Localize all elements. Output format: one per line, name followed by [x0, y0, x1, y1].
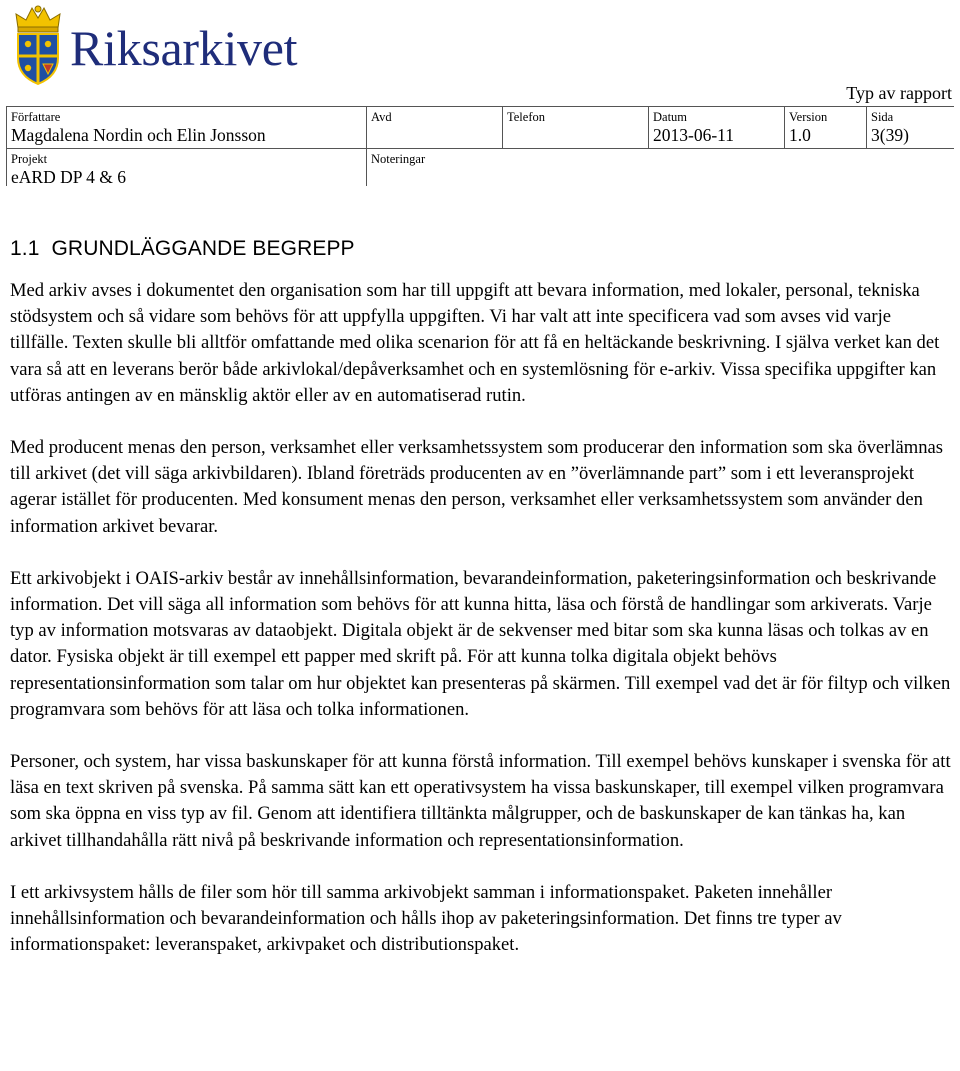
section-heading [10, 236, 952, 278]
project-cell [6, 148, 366, 186]
version-value: 1.0 [789, 125, 811, 145]
paragraph-arkiv: Med arkiv avses i dokumentet den organisation som har till uppgift att bevara information, med lokaler, personal, tekniska stödsystem och så vidare som behövs för att uppfylla uppgiften. Vi har valt att inte specificera vad som avses vid varje tillfälle. Texten skulle bli alltför omfattande med olika scenarion för att få en heltäckande beskrivning. I själva verket kan det vara så att en leverans berör både arkivlokal/depåverksamhet och en systemlösning för e-arkiv. Vissa specifika uppgifter kan utföras antingen av en mänsklig aktör eller av en automatiserad rutin. [10, 280, 940, 406]
author-cell [6, 106, 366, 148]
date-cell [648, 106, 784, 148]
project-value: eARD DP 4 & 6 [11, 167, 127, 187]
document-body [10, 236, 952, 984]
phone-cell [502, 106, 648, 148]
paragraph-baskunskaper: Personer, och system, har vissa baskunskaper för att kunna förstå information. Till exempel behövs kunskaper i svenska för att läsa en text skriven på svenska. På samma sätt kan ett operativsystem ha vissa baskunskaper, till exempel vilken programvara som ska öppna en viss typ av fil. Genom att identifiera tilltänkta målgrupper, och de baskunskaper de kan tänkas ha, kan arkivet tillhandahålla rätt nivå på beskrivande information och representationsinformation. [10, 751, 951, 851]
department-label: Avd [371, 110, 392, 124]
author-label: Författare [11, 110, 61, 124]
page-cell [866, 106, 954, 148]
author-value: Magdalena Nordin och Elin Jonsson [11, 125, 266, 145]
department-cell [366, 106, 502, 148]
paragraph-informationspaket: I ett arkivsystem hålls de filer som hör till samma arkivobjekt samman i informationspaket. Paketen innehåller innehållsinformation och bevarandeinformation och hålls ihop av paketeringsinformation. Det finns tre typer av informationspaket: leveranspaket, arkivpaket och distributionspaket. [10, 881, 842, 956]
page-label: Sida [871, 110, 894, 124]
version-cell [784, 106, 866, 148]
notes-cell [366, 148, 954, 186]
date-value: 2013-06-11 [653, 125, 735, 145]
date-label: Datum [653, 110, 688, 124]
logo-wordmark: Riksarkivet [70, 20, 298, 76]
project-label: Projekt [11, 152, 48, 166]
paragraph-producent: Med producent menas den person, verksamhet eller verksamhetssystem som producerar den information som ska överlämnas till arkivet (det vill säga arkivbildaren). Ibland företräds producenten av en ”överlämnande part” som i ett leveransprojekt agerar istället för producenten. Med konsument menas den person, verksamhet eller verksamhetssystem som använder den information arkivet bevarar. [10, 437, 944, 537]
notes-label: Noteringar [371, 152, 426, 166]
riksarkivet-logo [10, 4, 310, 86]
section-title: GRUNDLÄGGANDE BEGREPP [51, 237, 355, 260]
paragraph-arkivobjekt: Ett arkivobjekt i OAIS-arkiv består av innehållsinformation, bevarandeinformation, paketeringsinformation och beskrivande information. Det vill säga all information som behövs för att kunna hitta, läsa och förstå de handlingar som arkiverats. Varje typ av information motsvaras av dataobjekt. Digitala objekt är de sekvenser med bitar som ska kunna läsas och tolkas av en dator. Fysiska objekt är till exempel ett papper med skrift på. För att kunna tolka digitala objekt behövs representationsinformation som talar om hur objektet kan presenteras på skärmen. Till exempel vad det är för filtyp och vilken programvara som behövs för att läsa och tolka informationen. [10, 567, 951, 720]
version-label: Version [789, 110, 828, 124]
document-type: Typ av rapport [846, 83, 952, 103]
coat-of-arms-icon [10, 4, 66, 86]
page-value: 3(39) [871, 125, 909, 145]
document-header [6, 106, 954, 186]
section-number: 1.1 [10, 237, 40, 260]
phone-label: Telefon [507, 110, 545, 124]
